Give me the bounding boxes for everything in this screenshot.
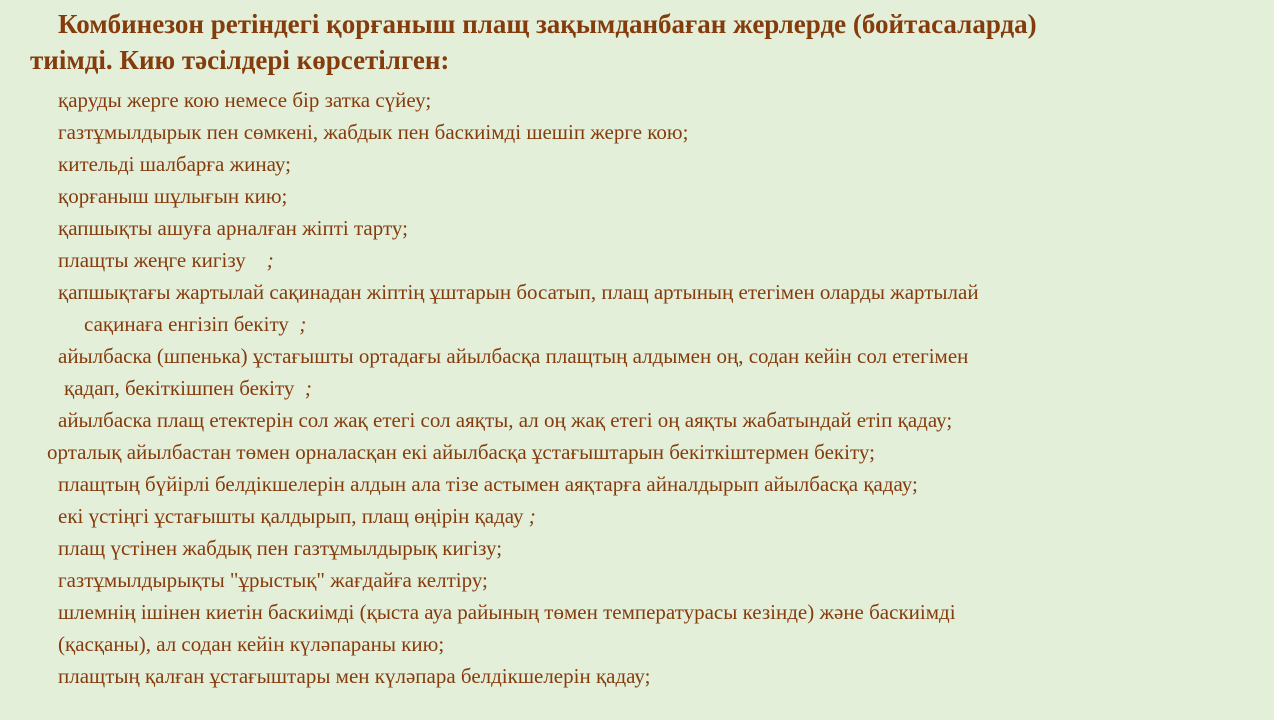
- list-item: шлемнің ішінен киетін баскиімді (қыста ауа райының төмен температурасы кезінде) және баскиімді: [58, 600, 956, 624]
- list-item: айылбаска (шпенька) ұстағышты ортадағы айылбасқа плащтың алдымен оң, содан кейін сол етегімен: [58, 344, 969, 368]
- italic-semicolon: ;: [299, 312, 307, 336]
- list-item: плащтың қалған ұстағыштары мен күләпара белдікшелерін қадау;: [58, 664, 651, 688]
- title-line-2: тиімді. Кию тәсілдері көрсетілген:: [30, 45, 450, 75]
- list-item: кительді шалбарға жинау;: [58, 152, 291, 176]
- list-item: қапшықтағы жартылай сақинадан жіптің ұштарын босатып, плащ артының етегімен оларды жартылай: [58, 280, 979, 304]
- list-item: қорғаныш шұлығын кию;: [58, 184, 288, 208]
- italic-semicolon: ;: [304, 376, 312, 400]
- list-item: плащтың бүйірлі белдікшелерін алдын ала тізе астымен аяқтарға айналдырып айылбасқа қадау;: [58, 472, 918, 496]
- list-item: газтұмылдырык пен сөмкені, жабдык пен баскиімді шешіп жерге кою;: [58, 120, 689, 144]
- slide-edge: [1274, 0, 1280, 720]
- list-item-continuation: (қасқаны), ал содан кейін күләпараны кию;: [58, 632, 445, 656]
- italic-semicolon: ;: [266, 248, 274, 272]
- list-item: орталық айылбастан төмен орналасқан екі айылбасқа ұстағыштарын бекіткіштермен бекіту;: [47, 440, 875, 464]
- slide-title: [30, 6, 1260, 78]
- list-item: екі үстіңгі ұстағышты қалдырып, плащ өңірін қадау ;: [58, 504, 536, 528]
- title-line-1: Комбинезон ретіндегі қорғаныш плащ зақымданбаған жерлерде (бойтасаларда): [58, 9, 1037, 39]
- list-item: айылбаска плащ етектерін сол жақ етегі сол аяқты, ал оң жақ етегі оң аяқты жабатындай етіп қадау;: [58, 408, 953, 432]
- list-item: газтұмылдырықты "ұрыстық" жағдайға келтіру;: [58, 568, 488, 592]
- list-item: қапшықты ашуға арналған жіпті тарту;: [58, 216, 408, 240]
- steps-list: [0, 84, 1270, 692]
- list-item: плащты жеңге кигізу ;: [58, 248, 274, 272]
- list-item-continuation: сақинаға енгізіп бекіту ;: [84, 312, 307, 336]
- list-item: қаруды жерге кою немесе бір затка сүйеу;: [58, 88, 432, 112]
- list-item-continuation: қадап, бекіткішпен бекіту ;: [64, 376, 312, 400]
- list-item: плащ үстінен жабдық пен газтұмылдырық кигізу;: [58, 536, 503, 560]
- italic-semicolon: ;: [528, 504, 536, 528]
